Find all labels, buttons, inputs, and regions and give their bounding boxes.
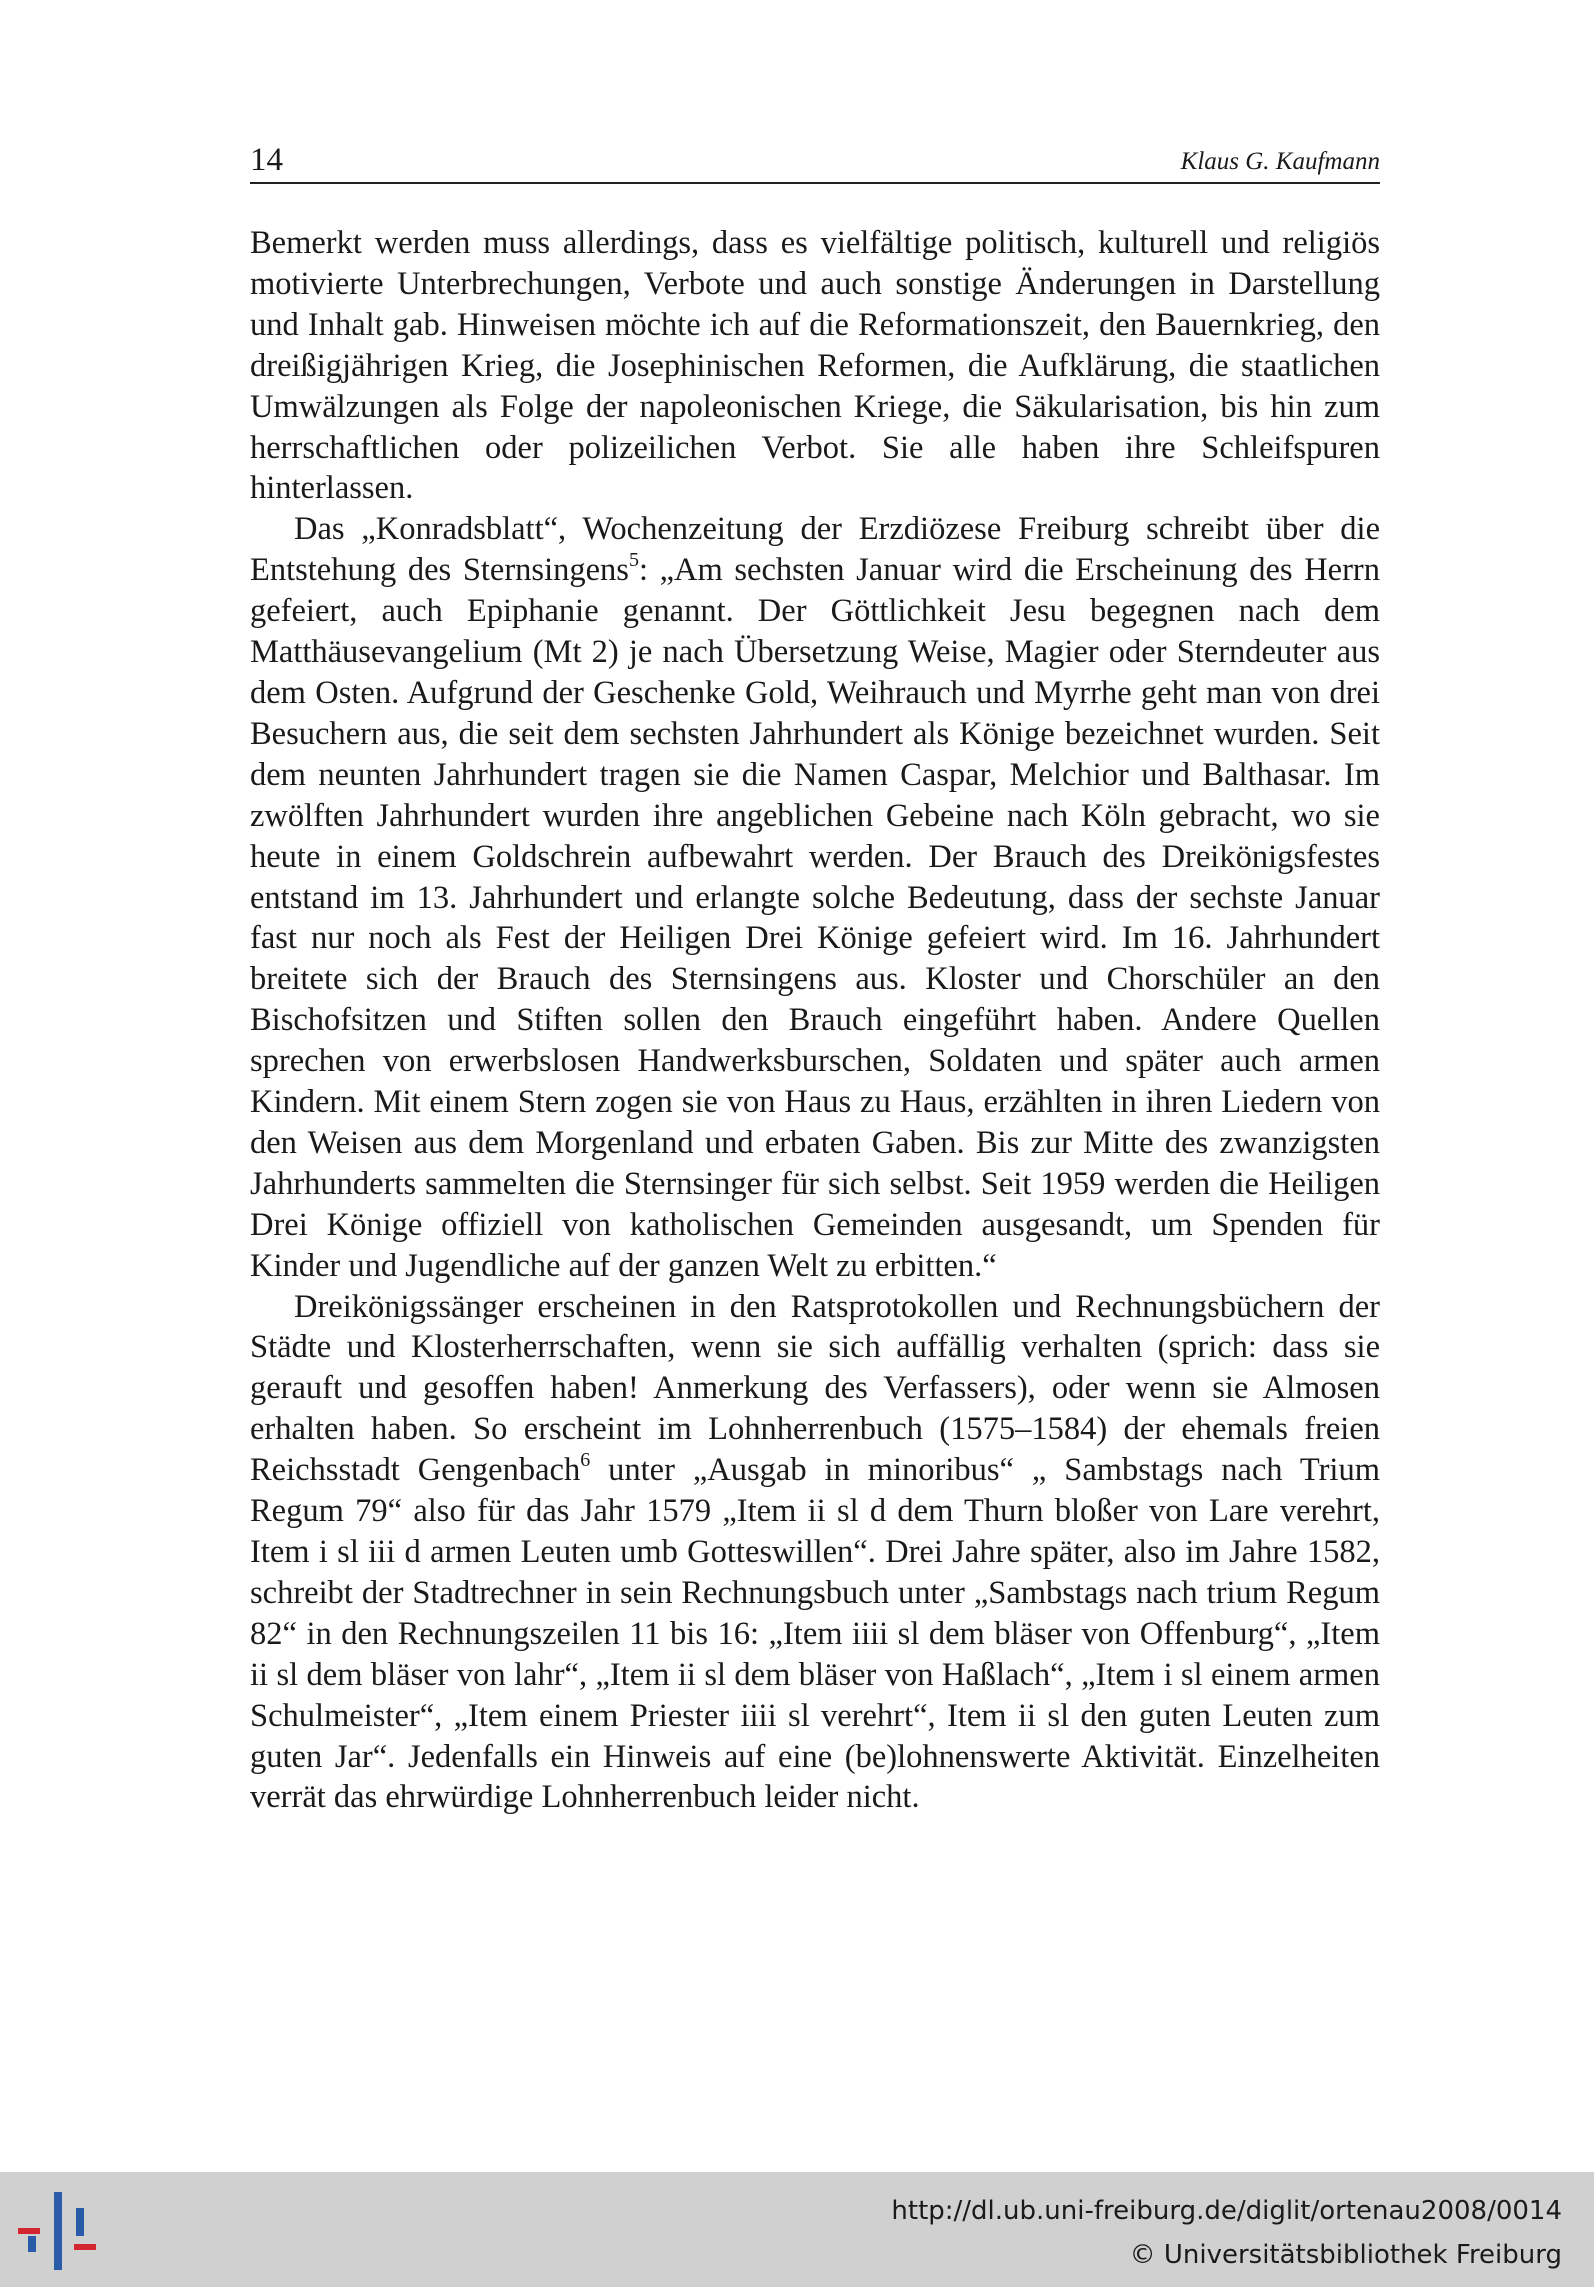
footer-bar (0, 2172, 1594, 2287)
paragraph-3 (250, 1287, 1380, 1819)
paragraph-3-text-before: Dreikönigssänger erscheinen in den Ratsprotokollen und Rechnungsbüchern der Städte und Klosterherrschaften, wenn sie sich auffällig verhalten (sprich: dass sie gerauft und gesoffen haben! Anmerkung des Verfassers), oder wenn sie Almosen erhalten haben. So erscheint im Lohnherrenbuch (1575–1584) der ehemals freien Reichsstadt Gengenbach (250, 1288, 1380, 1489)
paragraph-2-text-before: Das „Konradsblatt“, Wochenzeitung der Erzdiözese Freiburg schreibt über die Entstehung des Sternsingens (250, 511, 1380, 589)
page-number: 14 (250, 142, 283, 178)
logo-bar-right (76, 2208, 84, 2236)
footnote-ref-6[interactable]: 6 (580, 1449, 591, 1472)
library-logo-icon (18, 2192, 98, 2270)
footer-copyright: © Universitätsbibliothek Freiburg (1129, 2240, 1562, 2270)
paragraph-2-text-after: : „Am sechsten Januar wird die Erscheinung des Herrn gefeiert, auch Epiphanie genannt. Der Göttlichkeit Jesu begegnen nach dem Matthäusevangelium (Mt 2) je nach Übersetzung Weise, Magier oder Sterndeuter aus dem Osten. Aufgrund der Geschenke Gold, Weihrauch und Myrrhe geht man von drei Besuchern aus, die seit dem sechsten Jahrhundert als Könige bezeichnet wurden. Seit dem neunten Jahrhundert tragen sie die Namen Caspar, Melchior und Balthasar. Im zwölften Jahrhundert wurden ihre angeblichen Gebeine nach Köln gebracht, wo sie heute in einem Goldschrein aufbewahrt werden. Der Brauch des Dreikönigsfestes entstand im 13. Jahrhundert und erlangte solche Bedeutung, dass der sechste Januar fast nur noch als Fest der Heiligen Drei Könige gefeiert wird. Im 16. Jahrhundert breitete sich der Brauch des Sternsingens aus. Kloster und Chorschüler an den Bischofsitzen und Stiften sollen den Brauch eingeführt haben. Andere Quellen sprechen von erwerbslosen Handwerksburschen, Soldaten und später auch armen Kindern. Mit einem Stern zogen sie von Haus zu Haus, erzählten in ihren Liedern von den Weisen aus dem Morgenland und erbaten Gaben. Bis zur Mitte des zwanzigsten Jahrhunderts sammelten die Sternsinger für sich selbst. Seit 1959 werden die Heiligen Drei Könige offiziell von katholischen Gemeinden ausgesandt, um Spenden für Kinder und Jugendliche auf der ganzen Welt zu erbitten.“ (250, 552, 1380, 1284)
logo-bar-left (28, 2236, 36, 2252)
logo-dash-right (74, 2244, 96, 2250)
running-head (250, 138, 1380, 184)
logo-dash-left (18, 2228, 40, 2234)
paragraph-1: Bemerkt werden muss allerdings, dass es vielfältige politisch, kulturell und religiös motivierte Unterbrechungen, Verbote und auch sonstige Änderungen in Darstellung und Inhalt gab. Hinweisen möchte ich auf die Reformationszeit, den Bauernkrieg, den dreißigjährigen Krieg, die Josephinischen Reformen, die Aufklärung, die staatlichen Umwälzungen als Folge der napoleonischen Kriege, die Säkularisation, bis hin zum herrschaftlichen oder polizeilichen Verbot. Sie alle haben ihre Schleifspuren hinterlassen. (250, 225, 1380, 507)
paragraph-2 (250, 509, 1380, 1286)
running-head-author: Klaus G. Kaufmann (1180, 148, 1380, 175)
footnote-ref-5[interactable]: 5 (628, 549, 639, 572)
body-text (250, 223, 1380, 1818)
logo-bar-center (54, 2192, 62, 2270)
paragraph-3-text-after: unter „Ausgab in minoribus“ „ Sambstags nach Trium Regum 79“ also für das Jahr 1579 „Item ii sl d dem Thurn bloßer von Lare verehrt, Item i sl iii d armen Leuten umb Gotteswillen“. Drei Jahre später, also im Jahre 1582, schreibt der Stadtrechner in sein Rechnungsbuch unter „Sambstags nach trium Regum 82“ in den Rechnungszeilen 11 bis 16: „Item iiii sl dem bläser von Offenburg“, „Item ii sl dem bläser von lahr“, „Item ii sl dem bläser von Haßlach“, „Item i sl einem armen Schulmeister“, „Item einem Priester iiii sl verehrt“, Item ii sl den guten Leuten zum guten Jar“. Jedenfalls ein Hinweis auf eine (be)lohnenswerte Aktivität. Einzelheiten verrät das ehrwürdige Lohnherrenbuch leider nicht. (250, 1452, 1380, 1816)
footer-url-link[interactable]: http://dl.ub.uni-freiburg.de/diglit/ortenau2008/0014 (891, 2196, 1562, 2226)
